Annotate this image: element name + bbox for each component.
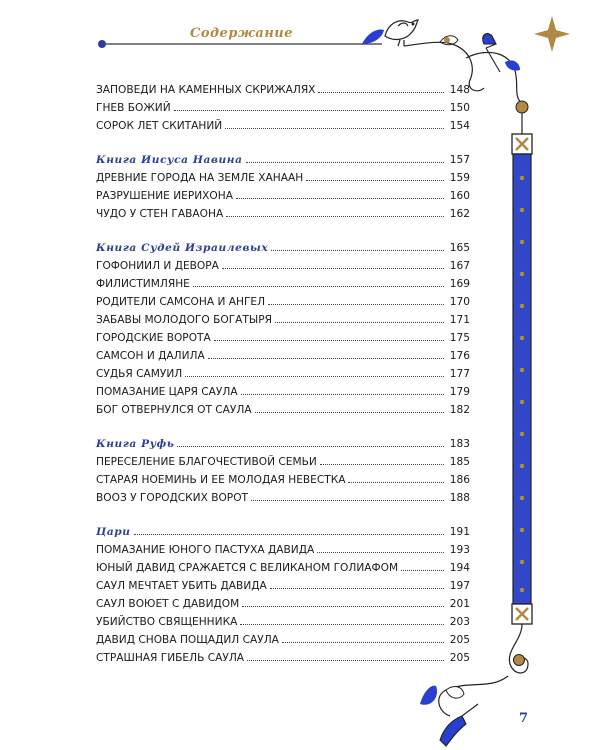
toc-section-heading[interactable]	[96, 432, 470, 450]
toc-entry[interactable]	[96, 290, 470, 308]
toc-entry[interactable]	[96, 398, 470, 416]
brush-icon-bottom	[440, 704, 478, 746]
toc-section-heading[interactable]	[96, 148, 470, 166]
toc-entry[interactable]	[96, 592, 470, 610]
toc-entry-title: ГОФОНИИЛ И ДЕВОРА	[96, 260, 219, 272]
toc-leader-dots	[193, 285, 444, 287]
toc-leader-dots	[306, 179, 444, 181]
toc-entry-page: 160	[449, 190, 470, 202]
toc-leader-dots	[270, 587, 444, 589]
toc-entry-page: 170	[449, 296, 470, 308]
toc-entry-page: 148	[449, 84, 470, 96]
toc-entry-title: РАЗРУШЕНИЕ ИЕРИХОНА	[96, 190, 233, 202]
toc-leader-dots	[401, 569, 444, 571]
toc-entry-title: ЧУДО У СТЕН ГАВАОНА	[96, 208, 224, 220]
toc-entry-page: 197	[449, 580, 470, 592]
toc-leader-dots	[242, 605, 444, 607]
toc-entry-title: САУЛ ВОЮЕТ С ДАВИДОМ	[96, 598, 240, 610]
toc-entry-title: ПОМАЗАНИЕ ЦАРЯ САУЛА	[96, 386, 238, 398]
toc-leader-dots	[208, 357, 444, 359]
toc-entry[interactable]	[96, 254, 470, 272]
bird-icon	[385, 20, 418, 46]
toc-entry-title: ДРЕВНИЕ ГОРОДА НА ЗЕМЛЕ ХАНААН	[96, 172, 304, 184]
toc-entry-title: БОГ ОТВЕРНУЛСЯ ОТ САУЛА	[96, 404, 252, 416]
toc-entry-page: 193	[449, 544, 470, 556]
toc-section-title: Книга Иисуса Навина	[96, 154, 243, 166]
toc-entry[interactable]	[96, 628, 470, 646]
leaf-icon	[362, 30, 384, 44]
toc-entry-title: РОДИТЕЛИ САМСОНА И АНГЕЛ	[96, 296, 266, 308]
toc-entry-title: УБИЙСТВО СВЯЩЕННИКА	[96, 616, 238, 628]
toc-entry-title: СТРАШНАЯ ГИБЕЛЬ САУЛА	[96, 652, 245, 664]
toc-entry[interactable]	[96, 486, 470, 504]
toc-leader-dots	[271, 249, 444, 251]
leaf-icon-2	[505, 60, 520, 70]
toc-entry-title: СУДЬЯ САМУИЛ	[96, 368, 183, 380]
toc-entry-page: 203	[449, 616, 470, 628]
toc-leader-dots	[275, 321, 444, 323]
toc-leader-dots	[251, 499, 444, 501]
gold-bead-icon	[444, 37, 450, 43]
toc-entry-title: ЗАПОВЕДИ НА КАМЕННЫХ СКРИЖАЛЯХ	[96, 84, 316, 96]
toc-entry[interactable]	[96, 184, 470, 202]
star-icon	[534, 16, 570, 52]
toc-leader-dots	[247, 659, 444, 661]
toc-entry-page: 162	[449, 208, 470, 220]
toc-entry[interactable]	[96, 344, 470, 362]
toc-entry-page: 176	[449, 350, 470, 362]
toc-leader-dots	[348, 481, 444, 483]
toc-entry-page: 186	[449, 474, 470, 486]
toc-leader-dots	[320, 463, 444, 465]
swirl-lower	[439, 676, 508, 716]
toc-section-title: Цари	[96, 526, 131, 538]
toc-leader-dots	[222, 267, 444, 269]
header-rule-dot-icon	[98, 40, 106, 48]
toc-leader-dots	[282, 641, 444, 643]
toc-entry[interactable]	[96, 362, 470, 380]
toc-entry-page: 205	[449, 652, 470, 664]
toc-entry-title: ФИЛИСТИМЛЯНЕ	[96, 278, 190, 290]
toc-entry[interactable]	[96, 326, 470, 344]
toc-entry-title: ПОМАЗАНИЕ ЮНОГО ПАСТУХА ДАВИДА	[96, 544, 315, 556]
toc-entry-title: ГНЕВ БОЖИЙ	[96, 102, 171, 114]
toc-leader-dots	[177, 445, 444, 447]
toc-entry-page: 185	[449, 456, 470, 468]
toc-leader-dots	[318, 91, 444, 93]
toc-leader-dots	[241, 393, 444, 395]
toc-leader-dots	[268, 303, 444, 305]
toc-entry-title: ВООЗ У ГОРОДСКИХ ВОРОТ	[96, 492, 249, 504]
toc-entry-page: 171	[449, 314, 470, 326]
toc-entry-title: СТАРАЯ НОЕМИНЬ И ЕЕ МОЛОДАЯ НЕВЕСТКА	[96, 474, 346, 486]
toc-entry-title: САМСОН И ДАЛИЛА	[96, 350, 205, 362]
blue-column	[513, 154, 531, 604]
toc-entry-title: ДАВИД СНОВА ПОЩАДИЛ САУЛА	[96, 634, 279, 646]
toc-entry[interactable]	[96, 166, 470, 184]
toc-entry[interactable]	[96, 272, 470, 290]
toc-leader-dots	[226, 215, 444, 217]
toc-entry-page: 179	[449, 386, 470, 398]
leaf-icon-3	[420, 686, 437, 705]
toc-leader-dots	[236, 197, 444, 199]
toc-entry[interactable]	[96, 308, 470, 326]
toc-leader-dots	[185, 375, 444, 377]
toc-entry[interactable]	[96, 610, 470, 628]
toc-entry[interactable]	[96, 556, 470, 574]
toc-entry-page: 159	[449, 172, 470, 184]
toc-entry-page: 175	[449, 332, 470, 344]
toc-section-heading[interactable]	[96, 236, 470, 254]
toc-entry-page: 150	[449, 102, 470, 114]
toc-leader-dots	[225, 127, 444, 129]
toc-entry-page: 167	[449, 260, 470, 272]
toc-entry[interactable]	[96, 114, 470, 132]
toc-entry[interactable]	[96, 96, 470, 114]
toc-entry-page: 201	[449, 598, 470, 610]
toc-entry[interactable]	[96, 450, 470, 468]
toc-leader-dots	[246, 161, 444, 163]
toc-leader-dots	[214, 339, 444, 341]
column-top-curl	[466, 52, 522, 104]
toc-entry-title: САУЛ МЕЧТАЕТ УБИТЬ ДАВИДА	[96, 580, 267, 592]
toc-leader-dots	[317, 551, 444, 553]
toc-entry-title: ГОРОДСКИЕ ВОРОТА	[96, 332, 211, 344]
small-curl-2	[446, 687, 464, 699]
toc-section-heading[interactable]	[96, 520, 470, 538]
toc-entry-page: 157	[449, 154, 470, 166]
toc-entry[interactable]	[96, 646, 470, 664]
top-bead-icon	[516, 101, 528, 113]
toc-leader-dots	[134, 533, 444, 535]
toc-leader-dots	[174, 109, 444, 111]
page-header-title: Содержание	[190, 26, 294, 41]
page-number: 7	[519, 711, 529, 726]
toc-entry-title: ПЕРЕСЕЛЕНИЕ БЛАГОЧЕСТИВОЙ СЕМЬИ	[96, 456, 317, 468]
toc-entry[interactable]	[96, 202, 470, 220]
toc-entry-page: 205	[449, 634, 470, 646]
toc-section-title: Книга Судей Израилевых	[96, 242, 269, 254]
bottom-bead-icon	[514, 655, 525, 666]
toc-entry-page: 177	[449, 368, 470, 380]
toc-entry[interactable]	[96, 538, 470, 556]
toc-leader-dots	[255, 411, 444, 413]
toc-entry-title: СОРОК ЛЕТ СКИТАНИЙ	[96, 120, 223, 132]
toc-entry-page: 169	[449, 278, 470, 290]
toc-entry[interactable]	[96, 574, 470, 592]
toc-entry-title: ЗАБАВЫ МОЛОДОГО БОГАТЫРЯ	[96, 314, 272, 326]
toc-leader-dots	[240, 623, 444, 625]
toc-entry-page: 191	[449, 526, 470, 538]
toc-entry-page: 194	[449, 562, 470, 574]
toc-entry-page: 188	[449, 492, 470, 504]
toc-entry-page: 154	[449, 120, 470, 132]
toc-entry[interactable]	[96, 78, 470, 96]
toc-entry-page: 183	[449, 438, 470, 450]
toc-entry-page: 165	[449, 242, 470, 254]
toc-entry[interactable]	[96, 468, 470, 486]
toc-entry[interactable]	[96, 380, 470, 398]
toc-entry-title: ЮНЫЙ ДАВИД СРАЖАЕТСЯ С ВЕЛИКАНОМ ГОЛИАФОМ	[96, 562, 399, 574]
toc-entry-page: 182	[449, 404, 470, 416]
toc-section-title: Книга Руфь	[96, 438, 175, 450]
